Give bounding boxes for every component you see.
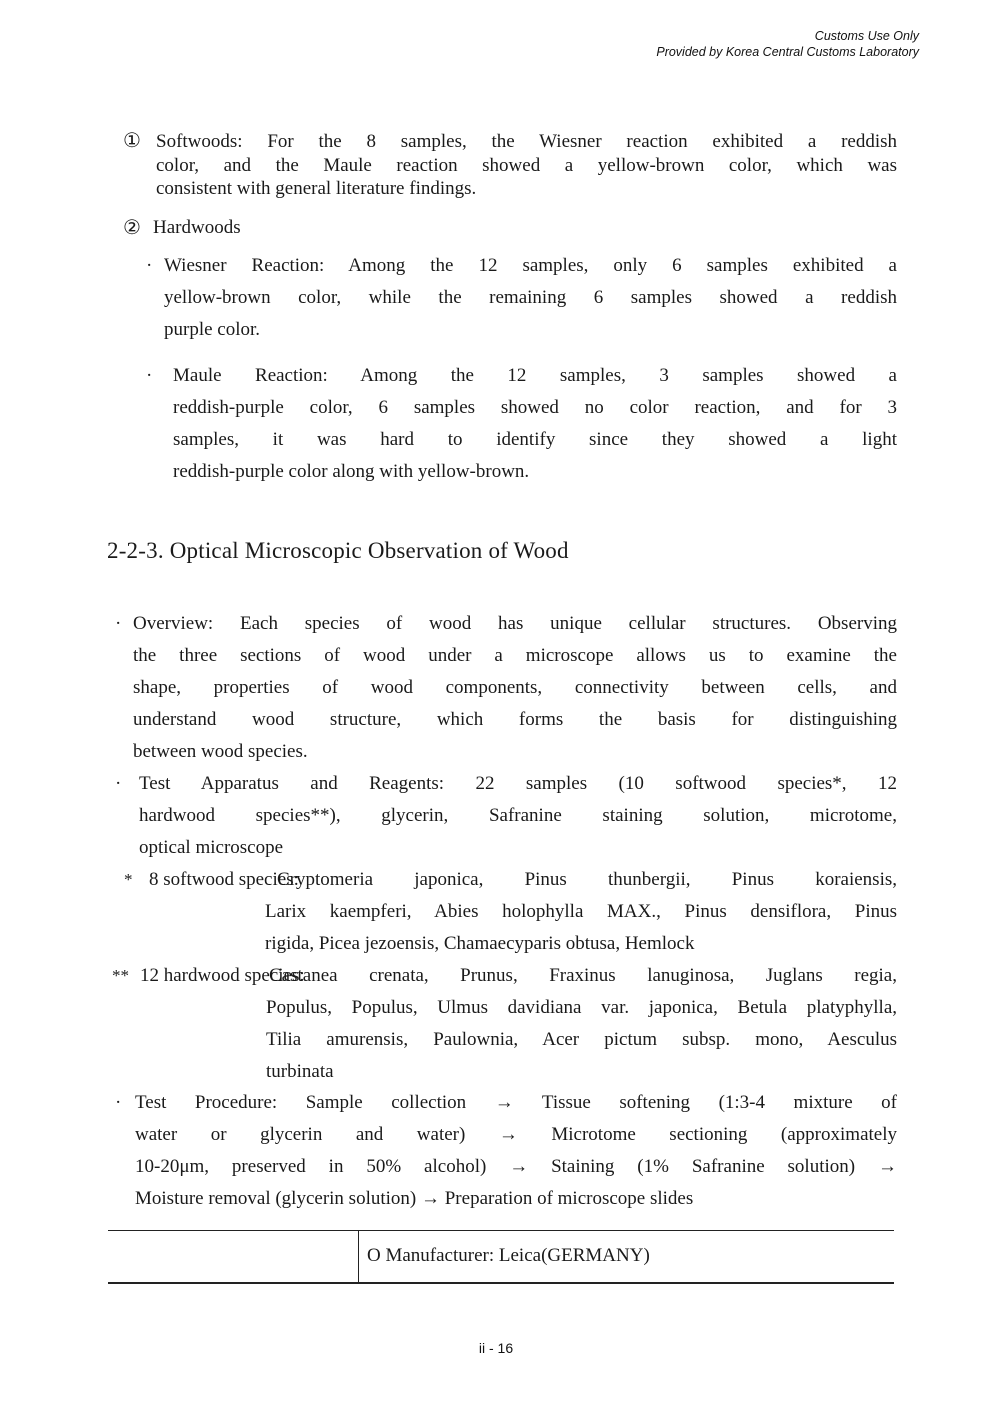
softwoods-paragraph <box>156 130 897 201</box>
bullet-dot: · <box>115 613 122 634</box>
note-first-line <box>149 864 897 896</box>
bullet-dot: · <box>146 365 153 386</box>
text-line: turbinata <box>266 1061 334 1082</box>
table-column-divider <box>358 1231 359 1282</box>
text-line: water or glycerin and water) → Microtome sectioning (approximately <box>135 1124 897 1145</box>
text-line: Moisture removal (glycerin solution) → Preparation of microscope slides <box>135 1188 694 1209</box>
bullet-dot: · <box>115 773 122 794</box>
equipment-table <box>108 1230 894 1284</box>
text-line: rigida, Picea jezoensis, Chamaecyparis obtusa, Hemlock <box>265 933 695 954</box>
table-left-cell <box>108 1231 358 1282</box>
header-provided-by: Provided by Korea Central Customs Laboratory <box>656 45 919 59</box>
text-line: Populus, Populus, Ulmus davidiana var. japonica, Betula platyphylla, <box>266 997 897 1018</box>
text-line: hardwood species**), glycerin, Safranine staining solution, microtome, <box>139 805 897 826</box>
asterisk-marker: * <box>124 870 133 889</box>
text-line: Wiesner Reaction: Among the 12 samples, only 6 samples exhibited a <box>164 255 897 276</box>
text-line: between wood species. <box>133 741 308 762</box>
text-line: 10-20μm, preserved in 50% alcohol) → Staining (1% Safranine solution) → <box>135 1156 897 1177</box>
text-line: reddish-purple color along with yellow-brown. <box>173 461 530 482</box>
text-line: understand wood structure, which forms the basis for distinguishing <box>133 709 897 730</box>
text-line: color, and the Maule reaction showed a yellow-brown color, which was <box>156 154 897 176</box>
text-line: shape, properties of wood components, connectivity between cells, and <box>133 677 897 698</box>
hardwood-species-continuation <box>266 992 897 1088</box>
double-asterisk-marker: ** <box>112 966 129 985</box>
text-line: samples, it was hard to identify since they showed a light <box>173 429 897 450</box>
text-line: consistent with general literature findings. <box>156 178 477 199</box>
text-line: Test Apparatus and Reagents: 22 samples (10 softwood species*, 12 <box>139 773 897 794</box>
text-line: purple color. <box>164 319 261 340</box>
text-line: Softwoods: For the 8 samples, the Wiesner reaction exhibited a reddish <box>156 131 897 152</box>
text-line: the three sections of wood under a microscope allows us to examine the <box>133 645 897 666</box>
hardwood-species-note <box>140 960 897 992</box>
text-line: Larix kaempferi, Abies holophylla MAX., Pinus densiflora, Pinus <box>265 901 897 922</box>
text-line: Maule Reaction: Among the 12 samples, 3 samples showed a <box>173 365 897 386</box>
circled-number-1: ① <box>123 130 141 152</box>
header-customs-use-only: Customs Use Only <box>814 29 919 43</box>
text-line: Castanea crenata, Prunus, Fraxinus lanuginosa, Juglans regia, <box>269 965 897 986</box>
overview-paragraph <box>133 608 897 768</box>
hardwood-species-label: 12 hardwood species: <box>140 965 305 986</box>
apparatus-paragraph <box>139 768 897 864</box>
wiesner-reaction-paragraph <box>164 250 897 346</box>
text-line: Overview: Each species of wood has unique cellular structures. Observing <box>133 613 897 634</box>
text-line: Cryptomeria japonica, Pinus thunbergii, Pinus koraiensis, <box>277 869 897 890</box>
text-line: yellow-brown color, while the remaining 6 samples showed a reddish <box>164 287 897 308</box>
text-line: Tilia amurensis, Paulownia, Acer pictum subsp. mono, Aesculus <box>266 1029 897 1050</box>
bullet-dot: · <box>115 1092 122 1113</box>
section-heading: 2-2-3. Optical Microscopic Observation of Wood <box>107 538 569 563</box>
circled-number-2: ② <box>123 217 141 239</box>
softwood-species-label: 8 softwood species: <box>149 869 299 890</box>
manufacturer-cell: O Manufacturer: Leica(GERMANY) <box>367 1245 650 1266</box>
hardwoods-title: Hardwoods <box>153 217 241 238</box>
text-line: reddish-purple color, 6 samples showed no color reaction, and for 3 <box>173 397 897 418</box>
page-header <box>656 28 919 60</box>
softwood-species-note <box>149 864 897 896</box>
note-first-line <box>140 960 897 992</box>
text-line: Test Procedure: Sample collection → Tissue softening (1:3-4 mixture of <box>135 1092 897 1113</box>
maule-reaction-paragraph <box>173 360 897 488</box>
bullet-dot: · <box>146 255 153 276</box>
page-number: ii - 16 <box>478 1340 514 1356</box>
procedure-paragraph <box>135 1087 897 1215</box>
text-line: optical microscope <box>139 837 284 858</box>
softwood-species-continuation <box>265 896 897 960</box>
